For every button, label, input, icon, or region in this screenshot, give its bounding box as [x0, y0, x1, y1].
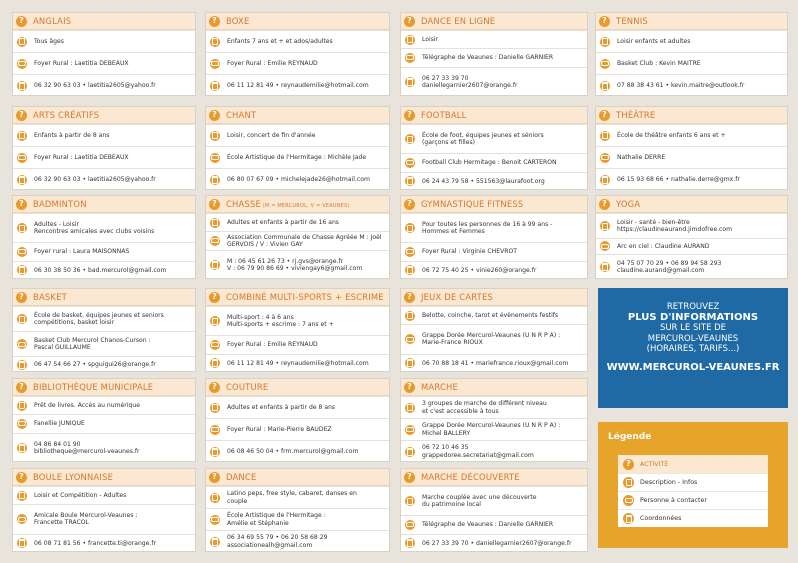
question-icon — [404, 382, 415, 393]
activity-info-text: Arc en ciel : Claudine AURAND — [617, 242, 710, 250]
question-icon — [209, 382, 220, 393]
activity-info-row — [13, 52, 195, 74]
question-icon — [16, 292, 27, 303]
activity-header — [206, 196, 389, 213]
activity-info-row — [596, 213, 787, 238]
activity-info-text: Association Communale de Chasse Agréée M : Joël GERVOIS / V : Vivien GAY — [227, 233, 382, 248]
activity-header — [13, 469, 195, 486]
activity-info-text: Fanellie JUNIQUE — [34, 420, 85, 428]
activity-info-row — [596, 254, 787, 279]
book-icon — [17, 223, 27, 233]
activity-info-row — [206, 508, 389, 530]
phone-icon — [210, 537, 220, 547]
legend-label: Personne à contacter — [640, 497, 707, 504]
phone-icon — [210, 358, 220, 368]
book-icon — [210, 37, 220, 47]
activity-info-text: Amicale Boule Mercurol-Veaunes : Francette TRACOL — [34, 512, 138, 527]
activity-info-text: Foyer Rural : Laetitia DEBEAUX — [34, 59, 129, 67]
legend-item-activity — [618, 455, 768, 473]
activity-title: TENNIS — [616, 16, 648, 26]
activity-title: THÉÂTRE — [616, 110, 656, 120]
activity-info-row — [401, 440, 587, 462]
activity-info-row — [596, 74, 787, 96]
person-icon — [600, 59, 610, 69]
activity-card — [12, 195, 196, 279]
activity-header — [206, 379, 389, 396]
activity-info-text: Foyer Rural : Laetitia DEBEAUX — [34, 153, 129, 161]
activity-card — [400, 12, 588, 96]
activity-info-row — [13, 168, 195, 190]
phone-icon — [600, 81, 610, 91]
activity-info-row — [596, 30, 787, 52]
activity-info-text: 06 11 12 81 49 • reynaudemilie@hotmail.com — [227, 359, 369, 367]
book-icon — [17, 37, 27, 47]
book-icon — [405, 134, 415, 144]
activity-card — [205, 195, 390, 279]
person-icon — [17, 419, 27, 429]
book-icon — [405, 403, 415, 413]
activity-info-row — [401, 213, 587, 242]
phone-icon — [210, 260, 220, 270]
activity-info-text: Enfants à partir de 8 ans — [34, 131, 110, 139]
activity-title: CHASSE (M = MERCUROL, V = VEAUNES) — [226, 199, 350, 209]
activity-info-row — [401, 306, 587, 324]
activity-info-row — [206, 124, 389, 146]
activity-info-row — [13, 534, 195, 552]
person-icon — [405, 520, 415, 530]
promo-line-3: SUR LE SITE DE — [659, 323, 727, 333]
question-icon — [599, 199, 610, 210]
activity-info-row — [401, 30, 587, 48]
legend-item-description — [618, 473, 768, 491]
activity-header — [596, 196, 787, 213]
activity-info-text: 04 86 84 01 90 bibliotheque@mercurol-veaunes.fr — [34, 440, 140, 455]
activity-card — [12, 288, 196, 372]
question-icon — [404, 110, 415, 121]
activity-info-row — [206, 146, 389, 168]
question-icon — [404, 199, 415, 210]
activity-info-row — [13, 261, 195, 279]
activity-header — [401, 13, 587, 30]
activity-info-text: 06 24 43 79 58 • 551563@laurafoot.org — [422, 177, 545, 185]
phone-icon — [405, 176, 415, 186]
book-icon — [600, 221, 610, 231]
activity-info-text: Foyer Rural : Marie-Pierre BAUDEZ — [227, 425, 332, 433]
activity-header — [206, 13, 389, 30]
activity-card — [12, 106, 196, 190]
activity-title: BASKET — [33, 292, 67, 302]
question-icon — [599, 16, 610, 27]
phone-icon — [17, 443, 27, 453]
activity-info-row — [401, 172, 587, 190]
activity-info-text: Adultes - Loisir Rencontres amicales avec clubs voisins — [34, 220, 155, 236]
activity-info-row — [401, 534, 587, 552]
person-icon — [210, 515, 220, 525]
legend-list — [618, 455, 768, 527]
activity-info-text: École Artistique de l'Hermitage : Amélie et Stéphanie — [227, 512, 326, 527]
person-icon — [600, 153, 610, 163]
activity-info-text: 06 70 88 18 41 • mariefrance.rioux@gmail.com — [422, 359, 569, 367]
activity-info-row — [13, 396, 195, 414]
activity-info-row — [206, 354, 389, 372]
question-icon — [209, 472, 220, 483]
activity-info-text: 06 34 69 55 79 • 06 20 58 68 29 associationealh@gmail.com — [227, 534, 328, 549]
activity-info-text: École de théâtre enfants 6 ans et + — [617, 131, 726, 139]
activity-card — [12, 12, 196, 96]
activity-info-row — [596, 146, 787, 168]
person-icon — [210, 340, 220, 350]
activity-info-row — [13, 486, 195, 504]
phone-icon — [17, 175, 27, 185]
phone-icon — [600, 262, 610, 272]
activity-card — [205, 378, 390, 462]
activity-info-text: Latino peps, free style, cabaret, danses en couple — [227, 490, 357, 505]
activity-info-row — [13, 414, 195, 432]
phone-icon — [210, 447, 220, 457]
activity-info-text: 07 88 38 43 61 • kevin.maitre@outlook.fr — [617, 81, 745, 89]
activity-card — [400, 378, 588, 462]
activity-title: YOGA — [616, 199, 641, 209]
activity-info-text: 3 groupes de marche de différent niveau et c'est accessible à tous — [422, 400, 547, 415]
activity-header — [13, 379, 195, 396]
activity-info-row — [206, 306, 389, 335]
activity-info-row — [596, 168, 787, 190]
activity-info-row — [401, 67, 587, 96]
activity-info-text: Tous âges — [34, 37, 64, 45]
activity-info-row — [206, 486, 389, 508]
activity-header — [206, 107, 389, 124]
activity-info-row — [206, 231, 389, 249]
book-icon — [405, 496, 415, 506]
book-icon — [210, 316, 220, 326]
activity-header — [206, 289, 389, 306]
activity-title: COMBINÉ MULTI-SPORTS + ESCRIME — [226, 292, 384, 302]
activity-info-row — [401, 418, 587, 440]
activity-info-row — [206, 74, 389, 96]
legend-label: Coordonnées — [640, 515, 682, 522]
activity-info-row — [13, 433, 195, 462]
person-icon — [17, 339, 27, 349]
activity-title: BOULE LYONNAISE — [33, 472, 114, 482]
activity-header — [401, 196, 587, 213]
activity-card — [12, 468, 196, 552]
activity-info-row — [596, 124, 787, 146]
activity-info-text: Basket Club : Kevin MAITRE — [617, 59, 701, 67]
activity-header — [401, 379, 587, 396]
activity-info-text: Basket Club Mercurol Chanos-Curson : Pascal GUILLAUME — [34, 337, 151, 352]
person-icon — [210, 425, 220, 435]
legend-label: ACTIVITÉ — [640, 460, 669, 468]
activity-title: CHANT — [226, 110, 257, 120]
activity-title-note: (M = MERCUROL, V = VEAUNES) — [261, 203, 350, 209]
activity-info-text: École de foot, équipes jeunes et séniors (garçons et filles) — [422, 131, 544, 147]
activity-info-text: 06 47 54 66 27 • spguigui26@orange.fr — [34, 361, 156, 369]
phone-icon — [623, 513, 634, 524]
book-icon — [405, 35, 415, 45]
activity-title: DANCE EN LIGNE — [421, 16, 496, 26]
phone-icon — [600, 175, 610, 185]
activity-header — [13, 196, 195, 213]
activity-info-row — [206, 30, 389, 52]
book-icon — [17, 401, 27, 411]
activity-info-row — [206, 250, 389, 279]
book-icon — [210, 493, 220, 503]
activity-info-text: Télégraphe de Veaunes : Danielle GARNIER — [422, 54, 554, 62]
activity-info-text: 06 11 12 81 49 • reynaudemilie@hotmail.com — [227, 81, 369, 89]
promo-line-1: RETROUVEZ — [666, 302, 720, 312]
activity-card — [400, 468, 588, 552]
activity-header — [206, 469, 389, 486]
activity-title: MARCHE — [421, 382, 458, 392]
question-icon — [404, 16, 415, 27]
activity-title: ARTS CRÉATIFS — [33, 110, 100, 120]
activity-info-text: Nathalie DERRE — [617, 153, 666, 161]
activity-info-text: 06 80 07 67 09 • michelejade26@hotmail.com — [227, 175, 370, 183]
activity-info-text: 06 72 10 46 35 grappedoree.secretariat@gmail.com — [422, 444, 534, 459]
activity-info-row — [13, 331, 195, 356]
question-icon — [209, 199, 220, 210]
promo-line-4: MERCUROL-VEAUNES — [647, 333, 739, 344]
activity-title: FOOTBALL — [421, 110, 467, 120]
activity-info-row — [401, 396, 587, 418]
question-icon — [16, 382, 27, 393]
activity-info-row — [401, 124, 587, 153]
activity-card — [400, 195, 588, 279]
book-icon — [623, 477, 634, 488]
activity-info-row — [13, 504, 195, 533]
activity-info-row — [13, 74, 195, 96]
activity-info-text: Foyer Rural : Emilie REYNAUD — [227, 59, 318, 67]
activity-card — [595, 195, 788, 279]
question-icon — [16, 110, 27, 121]
activity-info-text: Loisir et Compétition - Adultes — [34, 492, 127, 500]
activity-card — [205, 12, 390, 96]
activity-info-text: Loisir - santé - bien-être https://claudineaurand.jimdofree.com — [617, 218, 733, 234]
activity-info-text: Grappe Dorée Mercurol-Veaunes (U N R P A) : Michel BALLERY — [422, 422, 561, 437]
legend-box — [598, 422, 788, 548]
activity-info-text: Adultes et enfants à partir de 16 ans — [227, 219, 339, 227]
activity-info-text: Enfants 7 ans et + et ados/adultes — [227, 37, 333, 45]
person-icon — [17, 247, 27, 257]
activity-title: MARCHE DÉCOUVERTE — [421, 472, 520, 482]
activity-info-text: 06 32 90 63 03 • laetitia2605@yahoo.fr — [34, 175, 156, 183]
activity-info-text: 06 08 46 50 04 • frm.mercurol@gmail.com — [227, 447, 359, 455]
activity-info-text: Télégraphe de Veaunes : Danielle GARNIER — [422, 521, 554, 529]
activity-title: GYMNASTIQUE FITNESS — [421, 199, 524, 209]
book-icon — [600, 131, 610, 141]
activity-info-row — [596, 238, 787, 254]
question-icon — [16, 472, 27, 483]
activity-title: BADMINTON — [33, 199, 87, 209]
person-icon — [623, 495, 634, 506]
activity-header — [13, 107, 195, 124]
person-icon — [17, 153, 27, 163]
activity-info-row — [13, 306, 195, 331]
info-promo-box — [598, 288, 788, 408]
question-icon — [623, 459, 634, 470]
activity-title: JEUX DE CARTES — [421, 292, 494, 302]
phone-icon — [405, 538, 415, 548]
person-icon — [405, 247, 415, 257]
activity-header — [401, 107, 587, 124]
activity-info-row — [401, 261, 587, 279]
activity-info-row — [401, 242, 587, 260]
question-icon — [404, 472, 415, 483]
activity-info-text: Grappe Dorée Mercurol-Veaunes (U N R P A) : Marie-France RIOUX — [422, 332, 561, 347]
activity-title: ANGLAIS — [33, 16, 72, 26]
book-icon — [210, 131, 220, 141]
activity-card — [400, 288, 588, 372]
question-icon — [599, 110, 610, 121]
activity-title: BOXE — [226, 16, 250, 26]
legend-title: Légende — [608, 432, 652, 442]
activity-info-text: Adultes et enfants à partir de 8 ans — [227, 403, 336, 411]
question-icon — [16, 199, 27, 210]
activity-info-text: Foyer Rural : Virginie CHEVROT — [422, 248, 518, 256]
activity-card — [205, 468, 390, 552]
person-icon — [17, 59, 27, 69]
activity-info-text: Multi-sport : 4 à 6 ans Multi-sports + escrime : 7 ans et + — [227, 313, 334, 329]
phone-icon — [405, 358, 415, 368]
person-icon — [17, 514, 27, 524]
activity-info-text: Belotte, coinche, tarot et évènements festifs — [422, 312, 559, 320]
activity-info-text: Loisir — [422, 36, 439, 44]
phone-icon — [405, 265, 415, 275]
activity-card — [595, 106, 788, 190]
phone-icon — [210, 175, 220, 185]
phone-icon — [17, 360, 27, 370]
activity-info-row — [401, 515, 587, 533]
activity-info-text: Foyer Rural : Emilie REYNAUD — [227, 341, 318, 349]
question-icon — [209, 292, 220, 303]
activity-card — [12, 378, 196, 462]
activity-info-row — [13, 356, 195, 372]
activity-card — [205, 106, 390, 190]
promo-line-2: PLUS D'INFORMATIONS — [627, 311, 759, 323]
person-icon — [405, 158, 415, 168]
activity-title: COUTURE — [226, 382, 269, 392]
book-icon — [17, 131, 27, 141]
activity-info-row — [401, 153, 587, 171]
activity-info-text: École Artistique de l'Hermitage : Michèle Jade — [227, 153, 367, 161]
activity-info-text: Football Club Hermitage : Benoit CARTERON — [422, 159, 557, 167]
activity-header — [401, 469, 587, 486]
person-icon — [405, 334, 415, 344]
activity-card — [205, 288, 390, 372]
phone-icon — [405, 447, 415, 457]
activity-info-text: Foyer rural : Laura MAISONNAS — [34, 248, 130, 256]
book-icon — [405, 223, 415, 233]
activity-info-row — [206, 335, 389, 353]
activity-info-row — [401, 354, 587, 372]
question-icon — [209, 110, 220, 121]
phone-icon — [405, 77, 415, 87]
activity-info-row — [206, 418, 389, 440]
legend-item-coordinates — [618, 509, 768, 527]
activity-info-row — [13, 242, 195, 260]
activity-info-text: Pour toutes les personnes de 16 à 99 ans - Hommes et Femmes — [422, 220, 553, 236]
activity-info-text: 06 08 71 81 56 • francette.ti@orange.fr — [34, 539, 157, 547]
activity-info-row — [206, 530, 389, 552]
activity-header — [596, 13, 787, 30]
person-icon — [405, 425, 415, 435]
activity-title: DANCE — [226, 472, 257, 482]
activity-info-text: 06 32 90 63 03 • laetitia2605@yahoo.fr — [34, 81, 156, 89]
activity-info-row — [401, 486, 587, 515]
activity-info-text: Loisir enfants et adultes — [617, 37, 691, 45]
person-icon — [405, 53, 415, 63]
activity-info-row — [206, 52, 389, 74]
activity-info-row — [206, 168, 389, 190]
phone-icon — [17, 538, 27, 548]
legend-item-contact — [618, 491, 768, 509]
activity-info-text: 06 72 75 40 25 • vinie260@orange.fr — [422, 266, 537, 274]
activity-info-row — [13, 146, 195, 168]
activity-info-text: 06 30 38 50 36 • bad.mercurol@gmail.com — [34, 266, 167, 274]
activity-info-row — [206, 213, 389, 231]
activity-info-row — [401, 324, 587, 353]
activity-info-text: 06 15 93 68 66 • nathalie.derre@gmx.fr — [617, 175, 740, 183]
book-icon — [210, 403, 220, 413]
phone-icon — [17, 81, 27, 91]
activity-header — [13, 289, 195, 306]
activity-info-text: 06 27 33 39 70 daniellegarnier2607@orange.fr — [422, 74, 518, 89]
activity-card — [400, 106, 588, 190]
activity-info-text: 04 75 07 70 29 • 06 89 94 58 293 claudine.aurand@gmail.com — [617, 259, 722, 274]
phone-icon — [210, 81, 220, 91]
book-icon — [17, 314, 27, 324]
question-icon — [16, 16, 27, 27]
website-link[interactable]: WWW.MERCUROL-VEAUNES.FR — [606, 361, 780, 373]
activity-info-text: Prêt de livres. Accès au numérique — [34, 402, 140, 410]
book-icon — [210, 218, 220, 228]
activity-info-row — [401, 48, 587, 66]
activity-info-text: École de basket, équipes jeunes et seniors compétitions, basket loisir — [34, 311, 164, 327]
activity-header — [401, 289, 587, 306]
activity-info-row — [13, 124, 195, 146]
activity-info-row — [596, 52, 787, 74]
phone-icon — [17, 265, 27, 275]
activity-info-row — [206, 396, 389, 418]
person-icon — [600, 241, 610, 251]
book-icon — [600, 37, 610, 47]
activity-title: BIBLIOTHÈQUE MUNICIPALE — [33, 382, 154, 392]
activity-info-text: 06 27 33 39 70 • daniellegarnier2607@orange.fr — [422, 539, 572, 547]
activity-card — [595, 12, 788, 96]
book-icon — [405, 311, 415, 321]
question-icon — [404, 292, 415, 303]
person-icon — [210, 236, 220, 246]
activity-info-row — [206, 440, 389, 462]
activity-info-row — [13, 30, 195, 52]
activity-info-row — [13, 213, 195, 242]
activity-header — [596, 107, 787, 124]
promo-line-5: (HORAIRES, TARIFS...) — [646, 344, 740, 354]
activity-info-text: Marche couplée avec une découverte du patrimoine local — [422, 493, 537, 509]
person-icon — [210, 59, 220, 69]
book-icon — [17, 491, 27, 501]
activity-info-text: M : 06 45 61 26 73 • rj.gvs@orange.fr V : 06 79 90 86 69 • viviengay6@gmail.com — [227, 257, 363, 272]
question-icon — [209, 16, 220, 27]
person-icon — [210, 153, 220, 163]
activity-header — [13, 13, 195, 30]
legend-label: Description - Infos — [640, 479, 698, 486]
activity-info-text: Loisir, concert de fin d'année — [227, 131, 316, 139]
